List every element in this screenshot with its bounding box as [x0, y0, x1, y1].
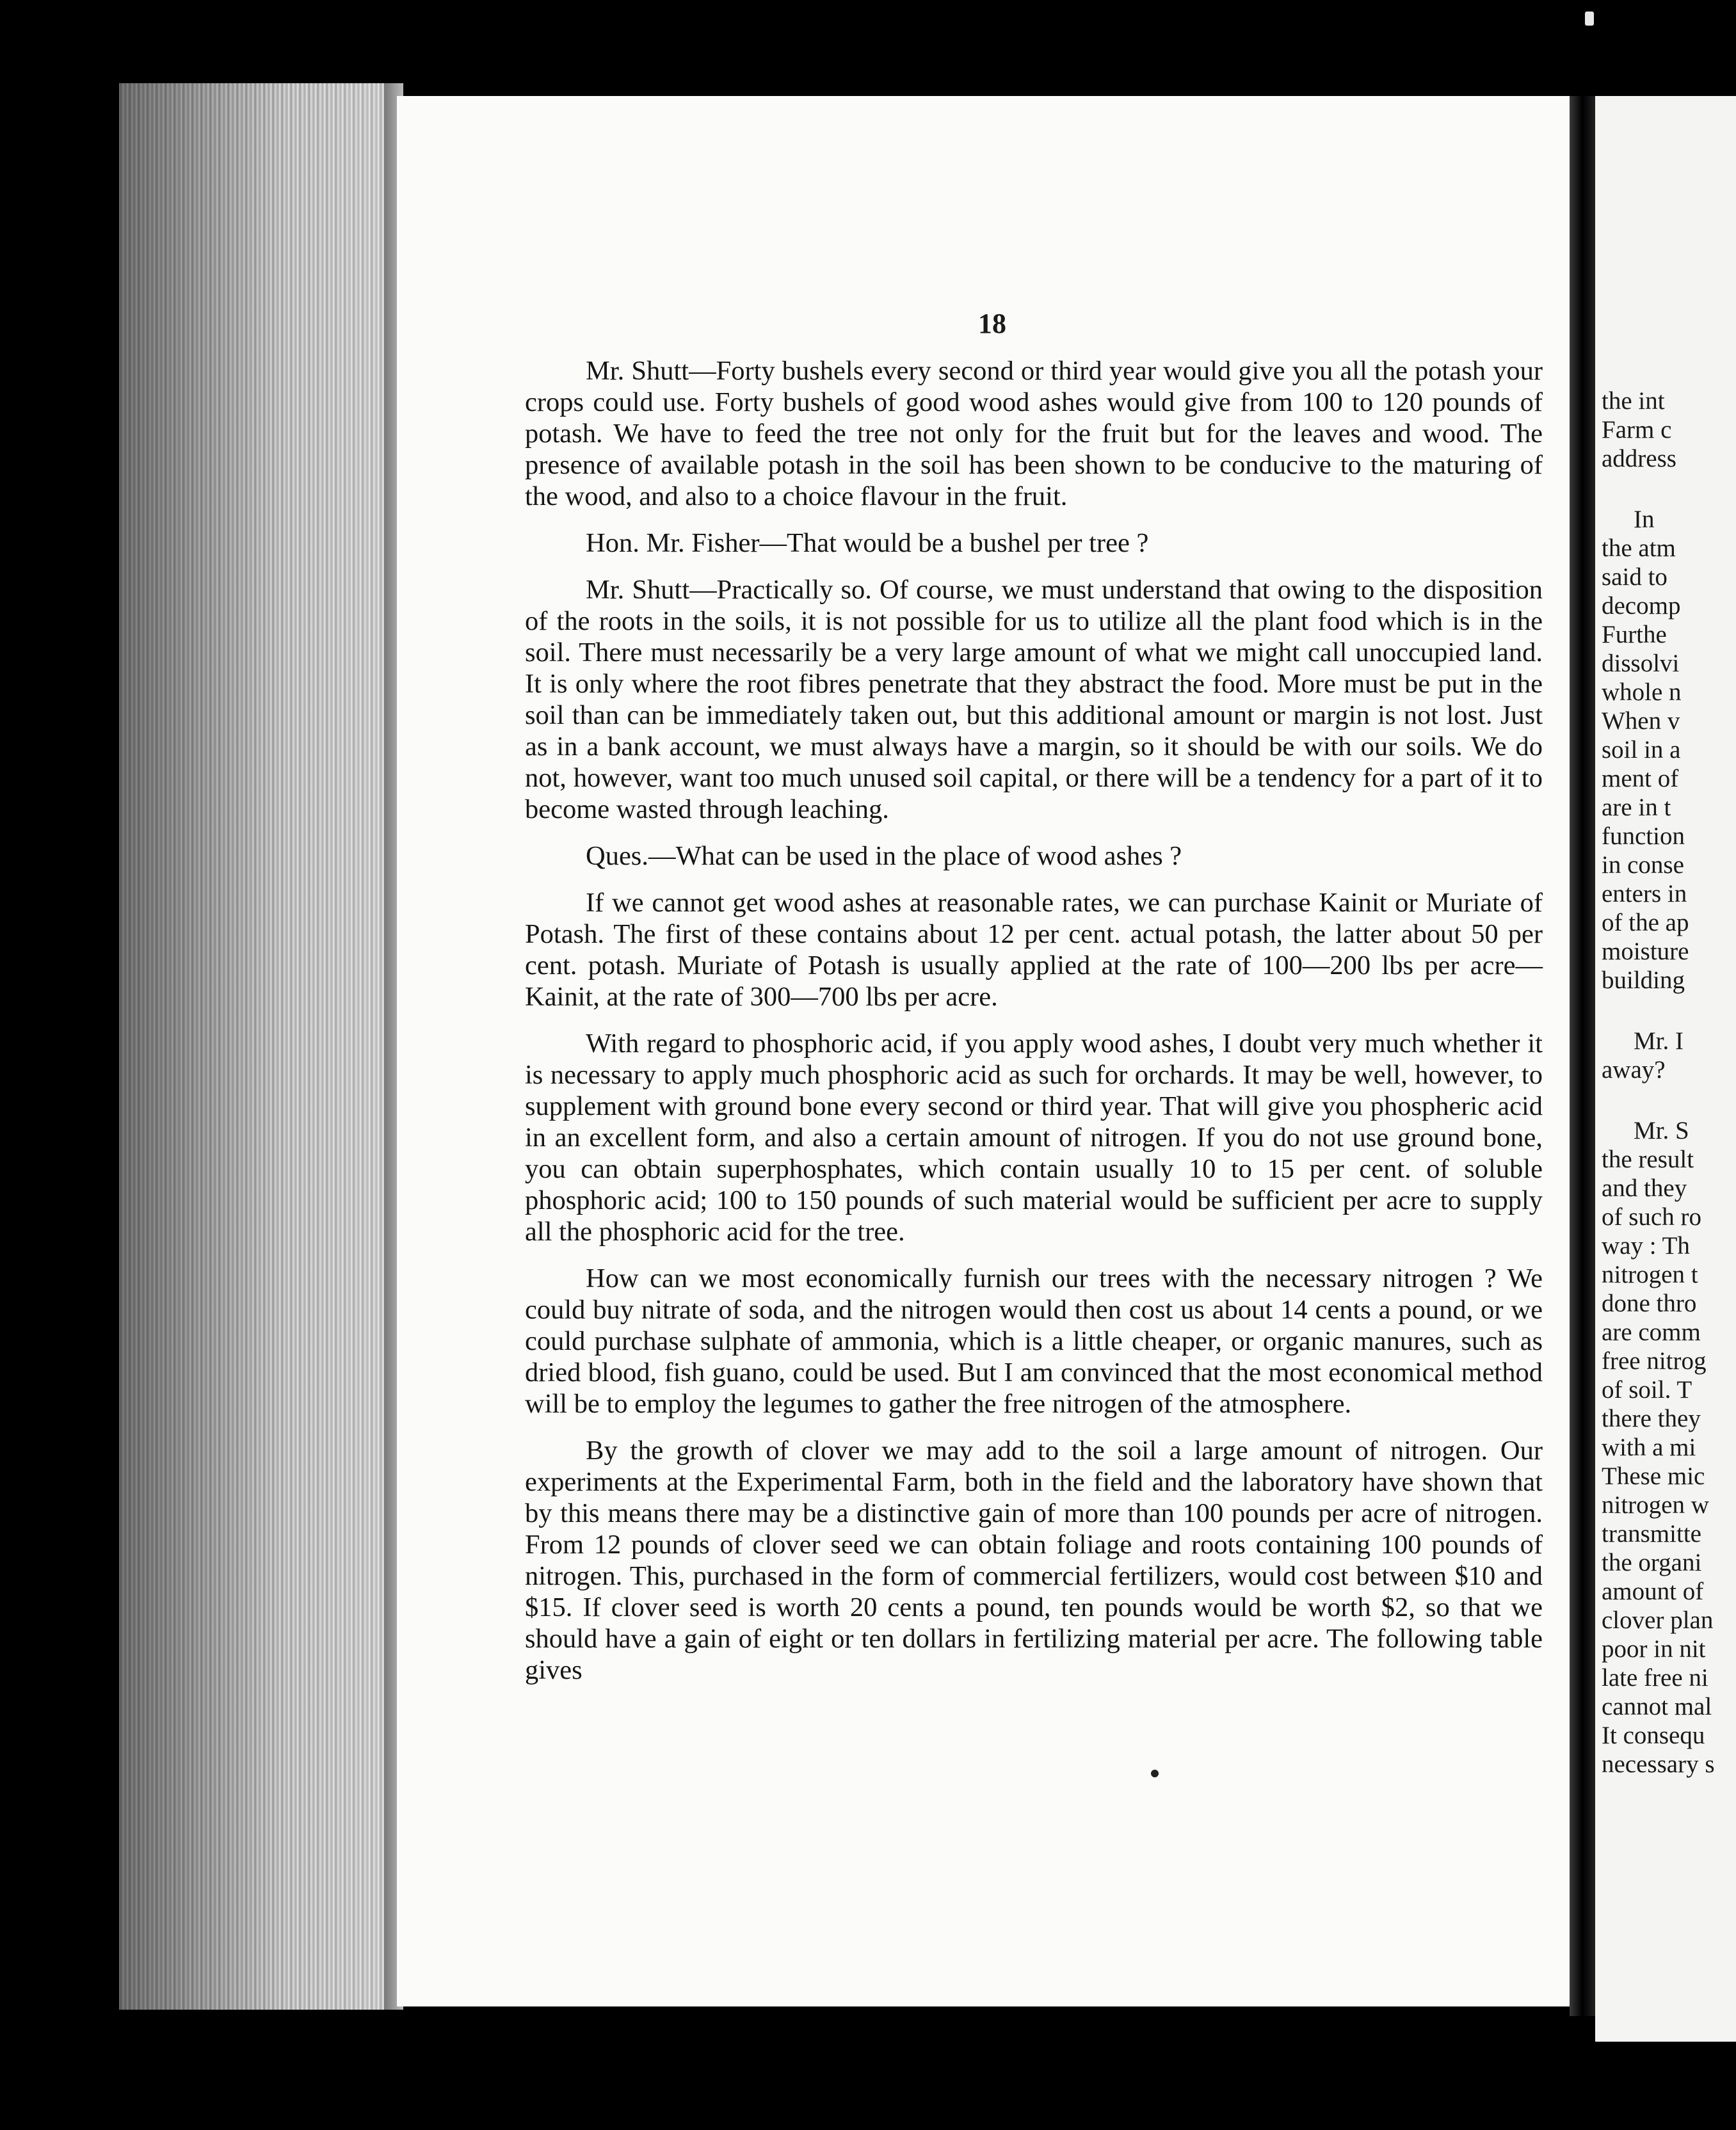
facing-page-line: free nitrog — [1602, 1347, 1707, 1375]
body-text — [525, 355, 1543, 1701]
facing-page-line: poor in nit — [1602, 1635, 1706, 1663]
facing-page-line: are comm — [1602, 1318, 1701, 1346]
facing-page-line: Farm c — [1602, 416, 1672, 444]
facing-page-line: there they — [1602, 1405, 1701, 1432]
facing-page-line: soil in a — [1602, 736, 1681, 764]
facing-page-line: function — [1602, 822, 1685, 850]
facing-page-line: whole n — [1602, 678, 1682, 706]
book-page-edges — [119, 83, 401, 2010]
facing-page-line: are in t — [1602, 794, 1671, 821]
facing-page-line: Furthe — [1602, 621, 1667, 648]
paragraph: If we cannot get wood ashes at reasonable rates, we can purchase Kainit or Muriate of Potash. The first of these contains about 12 per cent. actual potash, the latter about 50 per cent. potash. Muriate of Potash is usually applied at the rate of 100—200 lbs per acre—Kainit, at the rate of 300—700 lbs per acre. — [525, 888, 1543, 1012]
facing-page-line: It consequ — [1602, 1722, 1705, 1749]
facing-page-line: decomp — [1602, 592, 1681, 620]
facing-page-line: Mr. I — [1634, 1027, 1684, 1055]
facing-page-line: enters in — [1602, 880, 1687, 908]
facing-page-line: nitrogen t — [1602, 1261, 1698, 1288]
facing-page-line: amount of — [1602, 1578, 1704, 1605]
paragraph: Hon. Mr. Fisher—That would be a bushel per tree ? — [586, 528, 1149, 558]
facing-page-line: of soil. T — [1602, 1376, 1692, 1404]
facing-page-line: in conse — [1602, 851, 1684, 879]
facing-page-line: done thro — [1602, 1290, 1697, 1317]
facing-page-line: the organi — [1602, 1549, 1702, 1576]
facing-page-line: Mr. S — [1634, 1117, 1689, 1144]
facing-page-line: late free ni — [1602, 1664, 1708, 1692]
paragraph: Mr. Shutt—Forty bushels every second or third year would give you all the potash your crops could use. Forty bushels of good wood ashes would give from 100 to 120 pounds of potash. We have to feed the tree not only for the fruit but for the leaves and wood. The presence of available potash in the soil has been shown to be conducive to the maturing of the wood, and also to a choice flavour in the fruit. — [525, 356, 1543, 511]
book-gutter — [1570, 96, 1595, 2016]
facing-page-line: of such ro — [1602, 1203, 1701, 1231]
facing-page-line: moisture — [1602, 938, 1689, 965]
facing-page-line: with a mi — [1602, 1434, 1696, 1461]
facing-page-line: of the ap — [1602, 909, 1689, 936]
facing-page-line: dissolvi — [1602, 650, 1680, 677]
scan-mark — [1585, 12, 1594, 26]
paragraph: Ques.—What can be used in the place of wood ashes ? — [586, 841, 1182, 871]
facing-page-line: and they — [1602, 1174, 1687, 1202]
facing-page-line: the int — [1602, 387, 1665, 415]
page-number: 18 — [978, 308, 1006, 339]
facing-page-line: the atm — [1602, 534, 1676, 562]
facing-page — [1595, 96, 1736, 2042]
facing-page-line: In — [1634, 506, 1655, 533]
facing-page-line: transmitte — [1602, 1520, 1701, 1548]
facing-page-line: nitrogen w — [1602, 1491, 1709, 1519]
facing-page-line: necessary s — [1602, 1750, 1715, 1778]
facing-page-line: address — [1602, 445, 1676, 472]
paragraph: By the growth of clover we may add to the soil a large amount of nitrogen. Our experiments at the Experimental Farm, both in the field and the laboratory have shown that by this means there may be a distinctive gain of more than 100 pounds per acre of nitrogen. From 12 pounds of clover seed we can obtain foliage and roots containing 100 pounds of nitrogen. This, purchased in the form of commercial fertilizers, would cost between $10 and $15. If clover seed is worth 20 cents a pound, ten pounds would be worth $2, so that we should have a gain of eight or ten dollars in fertilizing material per acre. The following table gives — [525, 1436, 1543, 1685]
paragraph: Mr. Shutt—Practically so. Of course, we must understand that owing to the disposition of the roots in the soils, it is not possible for us to utilize all the plant food which is in the soil. There must necessarily be a very large amount of what we might call unoccupied land. It is only where the root fibres penetrate that they abstract the food. More must be put in the soil than can be immediately taken out, but this additional amount or margin is not lost. Just as in a bank account, we must always have a margin, so it should be with our soils. We do not, however, want too much unused soil capital, or there will be a tendency for a part of it to become wasted through leaching. — [525, 575, 1543, 824]
facing-page-line: When v — [1602, 707, 1680, 735]
ink-dot — [1151, 1770, 1159, 1777]
facing-page-line: said to — [1602, 563, 1668, 591]
paragraph: How can we most economically furnish our trees with the necessary nitrogen ? We could buy nitrate of soda, and the nitrogen would then cost us about 14 cents a pound, or we could purchase sulphate of ammonia, which is a little cheaper, or organic manures, such as dried blood, fish guano, could be used. But I am convinced that the most economical method will be to employ the legumes to gather the free nitrogen of the atmosphere. — [525, 1263, 1543, 1419]
facing-page-line: the result — [1602, 1146, 1694, 1173]
facing-page-line: building — [1602, 966, 1685, 994]
facing-page-line: ment of — [1602, 765, 1679, 792]
paragraph: With regard to phosphoric acid, if you apply wood ashes, I doubt very much whether it is necessary to apply much phosphoric acid as such for orchards. It may be well, however, to supplement with ground bone every second or third year. That will give you phospheric acid in an excellent form, and also a certain amount of nitrogen. If you do not use ground bone, you can obtain superphosphates, which contain usually 10 to 15 per cent. of soluble phosphoric acid; 100 to 150 pounds of such material would be sufficient per acre to supply all the phosphoric acid for the tree. — [525, 1029, 1543, 1247]
facing-page-line: way : Th — [1602, 1232, 1690, 1260]
facing-page-line: clover plan — [1602, 1606, 1714, 1634]
facing-page-line: cannot mal — [1602, 1693, 1712, 1720]
main-page — [397, 96, 1587, 2006]
facing-page-line: These mic — [1602, 1462, 1705, 1490]
facing-page-line: away? — [1602, 1056, 1666, 1084]
